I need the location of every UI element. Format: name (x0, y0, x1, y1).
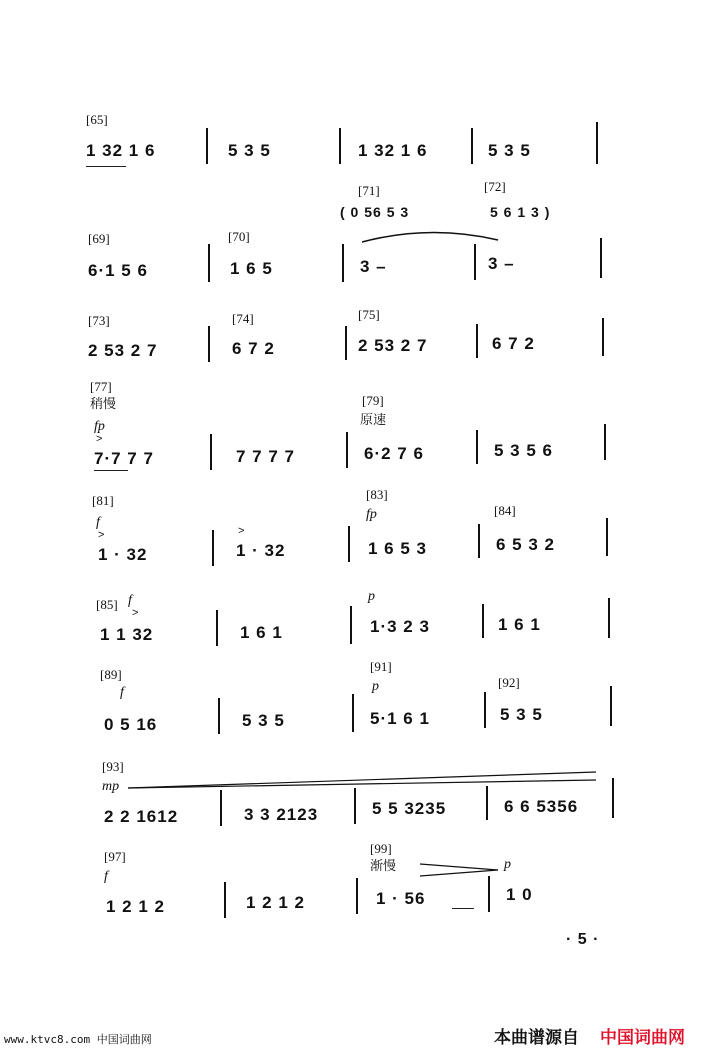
bar-line (608, 598, 610, 638)
bar-line (471, 128, 473, 164)
accent-icon: > (132, 607, 139, 619)
notation-measure: 5·1 6 1 (370, 709, 430, 728)
measure-number: [84] (494, 503, 516, 518)
notation-measure: 1 2 1 2 (106, 897, 165, 916)
footer-source-label: 本曲谱源自 (494, 1028, 579, 1048)
measure-number: [72] (484, 179, 506, 194)
underline (86, 166, 126, 167)
dynamic-marking: f (120, 685, 124, 700)
notation-measure: 5 3 5 (228, 141, 271, 160)
bar-line (208, 326, 210, 362)
measure-number: [93] (102, 759, 124, 774)
bar-line (484, 692, 486, 728)
bar-line (208, 244, 210, 282)
footer-site-name: 中国词曲网 (600, 1028, 685, 1048)
measure-number: [92] (498, 675, 520, 690)
notation-measure: 6 6 5356 (504, 797, 579, 816)
measure-number: [69] (88, 231, 110, 246)
notation-measure: 1 0 (506, 885, 533, 904)
notation-measure: 1 32 1 6 (358, 141, 428, 160)
bar-line (482, 604, 484, 638)
measure-number: [89] (100, 667, 122, 682)
measure-number: [77] (90, 379, 112, 394)
notation-measure: 1 1 32 (100, 625, 154, 644)
bar-line (610, 686, 612, 726)
dynamic-marking: p (372, 679, 379, 694)
notation-measure: 1 · 32 (236, 541, 286, 560)
bar-line (224, 882, 226, 918)
underline (452, 908, 474, 909)
underline (94, 470, 128, 471)
accent-icon: > (238, 525, 245, 537)
dynamic-marking: f (96, 515, 100, 530)
notation-measure: 1 · 32 (98, 545, 148, 564)
notation-measure: 3 3 2123 (244, 805, 319, 824)
tie-curve (360, 228, 500, 244)
notation-measure: 6 5 3 2 (496, 535, 555, 554)
bar-line (606, 518, 608, 556)
notation-measure: 1·3 2 3 (370, 617, 430, 636)
bar-line (600, 238, 602, 278)
measure-number: [85] (96, 597, 118, 612)
dynamic-marking: mp (102, 779, 120, 794)
notation-measure: 1 32 1 6 (86, 141, 156, 160)
bar-line (476, 430, 478, 464)
notation-measure: 1 6 1 (240, 623, 283, 642)
measure-number: [81] (92, 493, 114, 508)
bar-line (339, 128, 341, 164)
notation-measure: 1 6 1 (498, 615, 541, 634)
notation-measure: 2 53 2 7 (88, 341, 158, 360)
bar-line (218, 698, 220, 734)
bar-line (604, 424, 606, 460)
notation-measure: 0 5 16 (104, 715, 158, 734)
bar-line (220, 790, 222, 826)
notation-measure: 6 7 2 (232, 339, 275, 358)
page-number: · 5 · (566, 931, 600, 948)
dynamic-marking: p (368, 589, 375, 604)
bar-line (350, 606, 352, 644)
measure-number: [79] (362, 393, 384, 408)
notation-measure: 6·1 5 6 (88, 261, 148, 280)
tempo-marking: 原速 (360, 413, 387, 428)
measure-number: [91] (370, 659, 392, 674)
measure-number: [74] (232, 311, 254, 326)
bar-line (602, 318, 604, 356)
measure-number: [71] (358, 183, 380, 198)
dynamic-marking: fp (366, 507, 377, 522)
parenthetical-notation: ( 0 56 5 3 (340, 204, 410, 220)
measure-number: [70] (228, 229, 250, 244)
notation-measure: 5 3 5 (242, 711, 285, 730)
notation-measure: 2 2 1612 (104, 807, 179, 826)
bar-line (352, 694, 354, 732)
accent-icon: > (96, 433, 103, 445)
notation-measure: 6 7 2 (492, 334, 535, 353)
notation-measure: 3 – (488, 254, 515, 273)
notation-measure: 3 – (360, 257, 387, 276)
measure-number: [97] (104, 849, 126, 864)
bar-line (486, 786, 488, 820)
measure-number: [99] (370, 841, 392, 856)
notation-measure: 1 2 1 2 (246, 893, 305, 912)
bar-line (345, 326, 347, 360)
bar-line (216, 610, 218, 646)
crescendo-hairpin (126, 770, 600, 792)
notation-measure: 6·2 7 6 (364, 444, 424, 463)
tempo-marking: 渐慢 (370, 859, 397, 874)
notation-measure: 5 3 5 (500, 705, 543, 724)
bar-line (210, 434, 212, 470)
bar-line (342, 244, 344, 282)
dynamic-marking: f (128, 593, 132, 608)
measure-number: [73] (88, 313, 110, 328)
accent-icon: > (98, 529, 105, 541)
notation-measure: 7·7 7 7 (94, 449, 154, 468)
bar-line (478, 524, 480, 558)
bar-line (612, 778, 614, 818)
bar-line (206, 128, 208, 164)
notation-measure: 1 · 56 (376, 889, 426, 908)
footer-watermark-url: www.ktvc8.com 中国词曲网 (4, 1033, 152, 1046)
bar-line (354, 788, 356, 824)
bar-line (474, 244, 476, 280)
notation-measure: 5 3 5 6 (494, 441, 553, 460)
dynamic-marking: f (104, 869, 108, 884)
measure-number: [65] (86, 112, 108, 127)
notation-measure: 5 5 3235 (372, 799, 447, 818)
notation-measure: 1 6 5 3 (368, 539, 427, 558)
notation-measure: 7 7 7 7 (236, 447, 295, 466)
notation-measure: 5 3 5 (488, 141, 531, 160)
bar-line (356, 878, 358, 914)
bar-line (488, 876, 490, 912)
bar-line (476, 324, 478, 358)
measure-number: [83] (366, 487, 388, 502)
measure-number: [75] (358, 307, 380, 322)
parenthetical-notation: 5 6 1 3 ) (490, 204, 551, 220)
bar-line (596, 122, 598, 164)
bar-line (346, 432, 348, 468)
dynamic-marking: p (504, 857, 511, 872)
bar-line (348, 526, 350, 562)
tempo-marking: 稍慢 (90, 397, 117, 412)
notation-measure: 1 6 5 (230, 259, 273, 278)
notation-measure: 2 53 2 7 (358, 336, 428, 355)
dynamic-marking: fp (94, 419, 105, 434)
bar-line (212, 530, 214, 566)
